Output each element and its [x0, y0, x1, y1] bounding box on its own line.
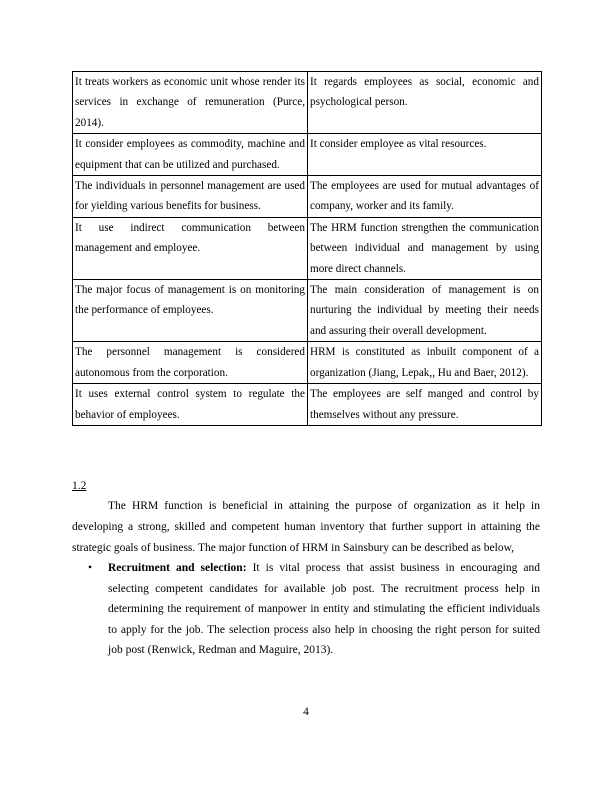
table-cell-hrm: It consider employee as vital resources.	[308, 134, 542, 176]
table-cell-hrm: The main consideration of management is on nurturing the individual by meeting their needs and assuring their overall development.	[308, 280, 542, 342]
bullet-marker: •	[88, 562, 93, 574]
table-cell-personnel: The major focus of management is on monitoring the performance of employees.	[73, 280, 308, 342]
table-cell-personnel: The personnel management is considered autonomous from the corporation.	[73, 342, 308, 384]
list-item-title: Recruitment and selection:	[108, 562, 247, 574]
section-number: 1.2	[72, 480, 87, 492]
table-row	[73, 134, 542, 176]
comparison-table	[72, 71, 542, 426]
table-row	[73, 72, 542, 134]
table-cell-personnel: It consider employees as commodity, machine and equipment that can be utilized and purchased.	[73, 134, 308, 176]
function-list	[72, 558, 540, 661]
page-number: 4	[303, 706, 309, 718]
list-item	[72, 558, 540, 661]
intro-paragraph: The HRM function is beneficial in attaining the purpose of organization as it help in developing a strong, skilled and competent human inventory that further support in attaining the strategic goals of business. The major function of HRM in Sainsbury can be described as below,	[72, 500, 540, 554]
table-cell-personnel: It use indirect communication between management and employee.	[73, 217, 308, 279]
table-row	[73, 280, 542, 342]
table-cell-hrm: The HRM function strengthen the communication between individual and management by using more direct channels.	[308, 217, 542, 279]
table-row	[73, 384, 542, 426]
table-cell-hrm: The employees are self manged and control by themselves without any pressure.	[308, 384, 542, 426]
table-cell-personnel: It uses external control system to regulate the behavior of employees.	[73, 384, 308, 426]
list-item-text: It is vital process that assist business in encouraging and selecting competent candidates for available job post. The recruitment process help in determining the requirement of manpower in entity and stimulating the efficient individuals to apply for the job. The selection process also help in choosing the right person for suited job post (Renwick, Redman and Maguire, 2013).	[108, 562, 540, 657]
table-cell-personnel: The individuals in personnel management are used for yielding various benefits for business.	[73, 176, 308, 218]
table-cell-hrm: It regards employees as social, economic and psychological person.	[308, 72, 542, 134]
table-row	[73, 342, 542, 384]
table-cell-hrm: The employees are used for mutual advantages of company, worker and its family.	[308, 176, 542, 218]
table-cell-personnel: It treats workers as economic unit whose render its services in exchange of remuneration (Purce, 2014).	[73, 72, 308, 134]
table-cell-hrm: HRM is constituted as inbuilt component of a organization (Jiang, Lepak,, Hu and Baer, 2012).	[308, 342, 542, 384]
table-row	[73, 217, 542, 279]
table-row	[73, 176, 542, 218]
